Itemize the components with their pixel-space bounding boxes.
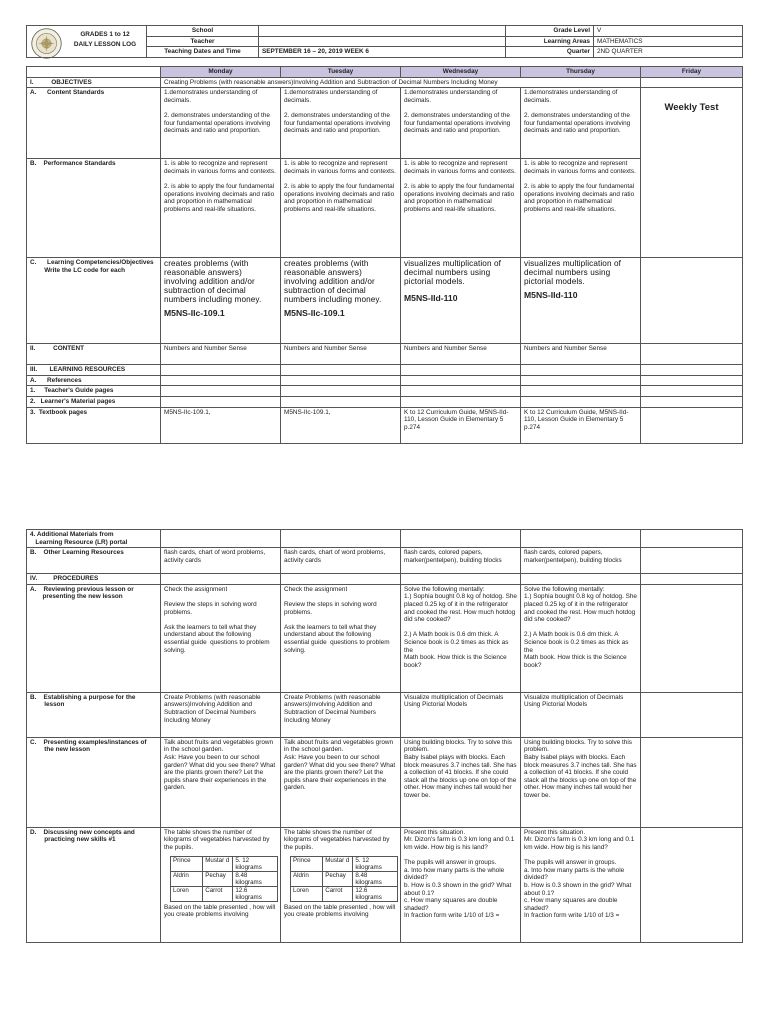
empty-cell — [641, 77, 743, 88]
day-friday: Friday — [641, 67, 743, 78]
other-resources-label: B. Other Learning Resources — [27, 548, 161, 574]
competency-code: M5NS-IId-110 — [524, 290, 578, 301]
other-resources-thu: flash cards, colored papers, marker(pentelpen), building blocks — [521, 548, 641, 574]
empty-cell — [521, 530, 641, 548]
other-resources-tue: flash cards, chart of word problems, activity cards — [281, 548, 401, 574]
table-cell: Mustar d — [323, 856, 353, 871]
presenting-thu: Using building blocks. Try to solve this problem. Baby Isabel plays with blocks. Each block measures 3.7 inches tall. She has a collection of 41 blocks. If she could stack all the blocks up one on top of the other. How many inches tall would her tower be. — [521, 737, 641, 827]
competency-tue — [281, 258, 401, 344]
header-table — [26, 25, 743, 58]
empty-cell — [641, 407, 743, 443]
reviewing-thu: Solve the following mentally: 1.) Sophia bought 0.8 kg of hotdog. She placed 0.25 kg of it in the refrigerator and cooked the rest. How much hotdog did she cooked? 2.) A Math book is 0.6 dm thick. A Science book is 0.2 times as thick as the Math book. How thick is the Science book? — [521, 584, 641, 692]
table-cell: 5. 12 kilograms — [233, 856, 278, 871]
performance-tue: 1. is able to recognize and represent decimals in various forms and contexts. 2. is able to apply the four fundamental operations involving decimals and ratio and proportion in mathematical problems and real-life situations. — [281, 159, 401, 258]
competency-text: creates problems (with reasonable answers) involving addition and/or subtraction of decimal numbers including money. — [164, 259, 262, 305]
discussing-thu: Present this situation. Mr. Dizon's farm is 0.3 km long and 0.1 km wide. How big is his land? The pupils will answer in groups. a. Into how many parts is the whole divided? b. How is 0.3 shown in the grid? What about 0.1? c. How many squares are double shaded? In fraction form write 1/10 of 1/3 = — [521, 827, 641, 942]
table-cell: 8.48 kilograms — [353, 871, 398, 886]
discussing-intro: The table shows the number of kilograms of vegetables harvested by the pupils. — [164, 828, 270, 851]
table-cell: Loren — [171, 886, 203, 901]
purpose-thu: Visualize multiplication of Decimals Using Pictorial Models — [521, 692, 641, 737]
performance-mon: 1. is able to recognize and represent decimals in various forms and contexts. 2. is able to apply the four fundamental operations involving decimals and ratio and proportion in mathematical problems and real-life situations. — [161, 159, 281, 258]
content-thu: Numbers and Number Sense — [521, 344, 641, 365]
discussing-after: Based on the table presented , how will you create problems involving — [164, 903, 276, 919]
empty-cell — [521, 574, 641, 585]
presenting-label: C. Presenting examples/instances of the new lesson — [27, 737, 161, 827]
resources-label: III. LEARNING RESOURCES — [27, 365, 161, 376]
reviewing-tue: Check the assignment Review the steps in solving word problems. Ask the learners to tell what they understand about the following essential guide questions to problem solving. — [281, 584, 401, 692]
other-resources-mon: flash cards, chart of word problems, activity cards — [161, 548, 281, 574]
table-cell: 12.6 kilograms — [233, 886, 278, 901]
day-wednesday: Wednesday — [401, 67, 521, 78]
learners-material-label: 2. Learner's Material pages — [27, 396, 161, 407]
table-row — [291, 856, 398, 871]
competency-text: visualizes multiplication of decimal numbers using pictorial models. — [524, 259, 621, 287]
performance-label: B. Performance Standards — [27, 159, 161, 258]
teacher-label: Teacher — [147, 36, 259, 47]
textbook-thu: K to 12 Curriculum Guide, M5NS-IId-110, Lesson Guide in Elementary 5 p.274 — [521, 407, 641, 443]
competency-text: visualizes multiplication of decimal numbers using pictorial models. — [404, 259, 501, 287]
discussing-label: D. Discussing new concepts and practicing new skills #1 — [27, 827, 161, 942]
empty-cell — [641, 574, 743, 585]
textbook-wed: K to 12 Curriculum Guide, M5NS-IId-110, Lesson Guide in Elementary 5 p.274 — [401, 407, 521, 443]
teachers-guide-label: 1. Teacher's Guide pages — [27, 386, 161, 397]
log-label: DAILY LESSON LOG — [73, 40, 137, 48]
empty-cell — [281, 365, 401, 376]
empty-cell — [521, 365, 641, 376]
empty-cell — [281, 574, 401, 585]
discussing-after: Based on the table presented , how will you create problems involving — [284, 903, 396, 919]
content-label: II. CONTENT — [27, 344, 161, 365]
table-cell: Pechay — [323, 871, 353, 886]
grade-level-label: Grade Level — [506, 26, 594, 37]
empty-cell — [281, 386, 401, 397]
empty-cell — [161, 375, 281, 386]
empty-cell — [521, 375, 641, 386]
empty-cell — [401, 375, 521, 386]
corner-cell — [27, 67, 161, 78]
purpose-label: B. Establishing a purpose for the lesson — [27, 692, 161, 737]
empty-cell — [161, 396, 281, 407]
content-standards-thu: 1.demonstrates understanding of decimals. 2. demonstrates understanding of the four fundamental operations involving decimals and ratio and proportion. — [521, 88, 641, 159]
empty-cell — [281, 375, 401, 386]
performance-wed: 1. is able to recognize and represent decimals in various forms and contexts. 2. is able to apply the four fundamental operations involving decimals and ratio and proportion in mathematical problems and real-life situations. — [401, 159, 521, 258]
empty-cell — [161, 386, 281, 397]
school-value — [259, 26, 506, 37]
table-cell: Carrot — [203, 886, 233, 901]
performance-thu: 1. is able to recognize and represent decimals in various forms and contexts. 2. is able to apply the four fundamental operations involving decimals and ratio and proportion in mathematical problems and real-life situations. — [521, 159, 641, 258]
empty-cell — [641, 396, 743, 407]
table-cell: Prince — [171, 856, 203, 871]
table-cell: Carrot — [323, 886, 353, 901]
empty-cell — [641, 344, 743, 365]
day-monday: Monday — [161, 67, 281, 78]
textbook-tue: M5NS-IIc-109.1, — [281, 407, 401, 443]
content-standards-tue: 1.demonstrates understanding of decimals. 2. demonstrates understanding of the four fundamental operations involving decimals and ratio and proportion. — [281, 88, 401, 159]
empty-cell — [641, 692, 743, 737]
table-cell: Prince — [291, 856, 323, 871]
content-standards-mon: 1.demonstrates understanding of decimals. 2. demonstrates understanding of the four fundamental operations involving decimals and ratio and proportion. — [161, 88, 281, 159]
dates-value: SEPTEMBER 16 – 20, 2019 WEEK 6 — [259, 47, 506, 58]
empty-cell — [401, 574, 521, 585]
table-row — [171, 871, 278, 886]
procedures-label: IV. PROCEDURES — [27, 574, 161, 585]
objectives-label: I. OBJECTIVES — [27, 77, 161, 88]
lesson-table-1 — [26, 66, 743, 444]
discussing-tue — [281, 827, 401, 942]
textbook-mon: M5NS-IIc-109.1, — [161, 407, 281, 443]
empty-cell — [641, 365, 743, 376]
presenting-wed: Using building blocks. Try to solve this problem. Baby Isabel plays with blocks. Each block measures 3.7 inches tall. She has a collection of 41 blocks. If she could stack all the blocks up one on top of the other. How many inches tall would her tower be. — [401, 737, 521, 827]
table-cell: 12.6 kilograms — [353, 886, 398, 901]
empty-cell — [281, 396, 401, 407]
empty-cell — [641, 530, 743, 548]
content-wed: Numbers and Number Sense — [401, 344, 521, 365]
additional-materials-label: 4. Additional Materials from Learning Resource (LR) portal — [27, 530, 161, 548]
learning-areas-value: MATHEMATICS — [594, 36, 743, 47]
quarter-value: 2ND QUARTER — [594, 47, 743, 58]
empty-cell — [641, 375, 743, 386]
vegetable-table — [290, 856, 398, 902]
empty-cell — [401, 396, 521, 407]
table-cell: 5. 12 kilograms — [353, 856, 398, 871]
quarter-label: Quarter — [506, 47, 594, 58]
dates-label: Teaching Dates and Time — [147, 47, 259, 58]
content-mon: Numbers and Number Sense — [161, 344, 281, 365]
presenting-tue: Talk about fruits and vegetables grown in the school garden. Ask: Have you been to our school garden? What did you see there? What are the plants grown there? Let the pupils share their experiences in the garden. — [281, 737, 401, 827]
competency-text: creates problems (with reasonable answers) involving addition and/or subtraction of decimal numbers including money. — [284, 259, 382, 305]
empty-cell — [641, 548, 743, 574]
day-thursday: Thursday — [521, 67, 641, 78]
reviewing-mon: Check the assignment Review the steps in solving word problems. Ask the learners to tell what they understand about the following essential guide questions to problem solving. — [161, 584, 281, 692]
content-tue: Numbers and Number Sense — [281, 344, 401, 365]
empty-cell — [641, 827, 743, 942]
empty-cell — [641, 584, 743, 692]
competency-wed — [401, 258, 521, 344]
purpose-wed: Visualize multiplication of Decimals Using Pictorial Models — [401, 692, 521, 737]
empty-cell — [401, 386, 521, 397]
discussing-wed: Present this situation. Mr. Dizon's farm is 0.3 km long and 0.1 km wide. How big is his land? The pupils will answer in groups. a. Into how many parts is the whole divided? b. How is 0.3 shown in the grid? What about 0.1? c. How many squares are double shaded? In fraction form write 1/10 of 1/3 = — [401, 827, 521, 942]
empty-cell — [521, 386, 641, 397]
discussing-intro: The table shows the number of kilograms of vegetables harvested by the pupils. — [284, 828, 390, 851]
vegetable-table — [170, 856, 278, 902]
empty-cell — [401, 365, 521, 376]
competency-thu — [521, 258, 641, 344]
purpose-tue: Create Problems (with reasonable answers)Involving Addition and Subtraction of Decimal Numbers Including Money — [281, 692, 401, 737]
competency-code: M5NS-IId-110 — [404, 293, 458, 304]
school-label: School — [147, 26, 259, 37]
other-resources-wed: flash cards, colored papers, marker(pentelpen), building blocks — [401, 548, 521, 574]
competency-code: M5NS-IIc-109.1 — [164, 308, 225, 319]
reviewing-wed: Solve the following mentally: 1.) Sophia bought 0.8 kg of hotdog. She placed 0.25 kg of it in the refrigerator and cooked the rest. How much hotdog did she cooked? 2.) A Math book is 0.6 dm thick. A Science book is 0.2 times as thick as the Math book. How thick is the Science book? — [401, 584, 521, 692]
learning-areas-label: Learning Areas — [506, 36, 594, 47]
textbook-label: 3. Textbook pages — [27, 407, 161, 443]
table-row — [291, 871, 398, 886]
empty-cell — [161, 365, 281, 376]
competency-mon — [161, 258, 281, 344]
purpose-mon: Create Problems (with reasonable answers)Involving Addition and Subtraction of Decimal Numbers Including Money — [161, 692, 281, 737]
empty-cell — [521, 396, 641, 407]
content-standards-label: A. Content Standards — [27, 88, 161, 159]
table-cell: Pechay — [203, 871, 233, 886]
discussing-mon — [161, 827, 281, 942]
references-label: A. References — [27, 375, 161, 386]
lesson-table-2 — [26, 529, 743, 943]
grades-label: GRADES 1 to 12 — [80, 31, 130, 38]
objectives-text: Creating Problems (with reasonable answers)Involving Addition and Subtraction of Decimal Numbers Including Money — [161, 77, 641, 88]
table-row — [291, 886, 398, 901]
empty-cell — [641, 386, 743, 397]
table-row — [171, 886, 278, 901]
competencies-label: C. Learning Competencies/Objectives Write the LC code for each — [27, 258, 161, 344]
weekly-test: Weekly Test — [641, 88, 743, 258]
table-cell: 8.48 kilograms — [233, 871, 278, 886]
empty-cell — [161, 574, 281, 585]
table-row — [171, 856, 278, 871]
empty-cell — [161, 530, 281, 548]
content-standards-wed: 1.demonstrates understanding of decimals. 2. demonstrates understanding of the four fundamental operations involving decimals and ratio and proportion. — [401, 88, 521, 159]
table-cell: Loren — [291, 886, 323, 901]
competency-code: M5NS-IIc-109.1 — [284, 308, 345, 319]
grade-level-value: V — [594, 26, 743, 37]
empty-cell — [641, 258, 743, 344]
empty-cell — [281, 530, 401, 548]
table-cell: Aldrin — [171, 871, 203, 886]
reviewing-label: A. Reviewing previous lesson or presenting the new lesson — [27, 584, 161, 692]
table-cell: Mustar d — [203, 856, 233, 871]
empty-cell — [641, 737, 743, 827]
teacher-value — [259, 36, 506, 47]
table-cell: Aldrin — [291, 871, 323, 886]
day-tuesday: Tuesday — [281, 67, 401, 78]
empty-cell — [401, 530, 521, 548]
presenting-mon: Talk about fruits and vegetables grown in the school garden. Ask: Have you been to our school garden? What did you see there? What are the plants grown there? Let the pupils share their experiences in the garden. — [161, 737, 281, 827]
